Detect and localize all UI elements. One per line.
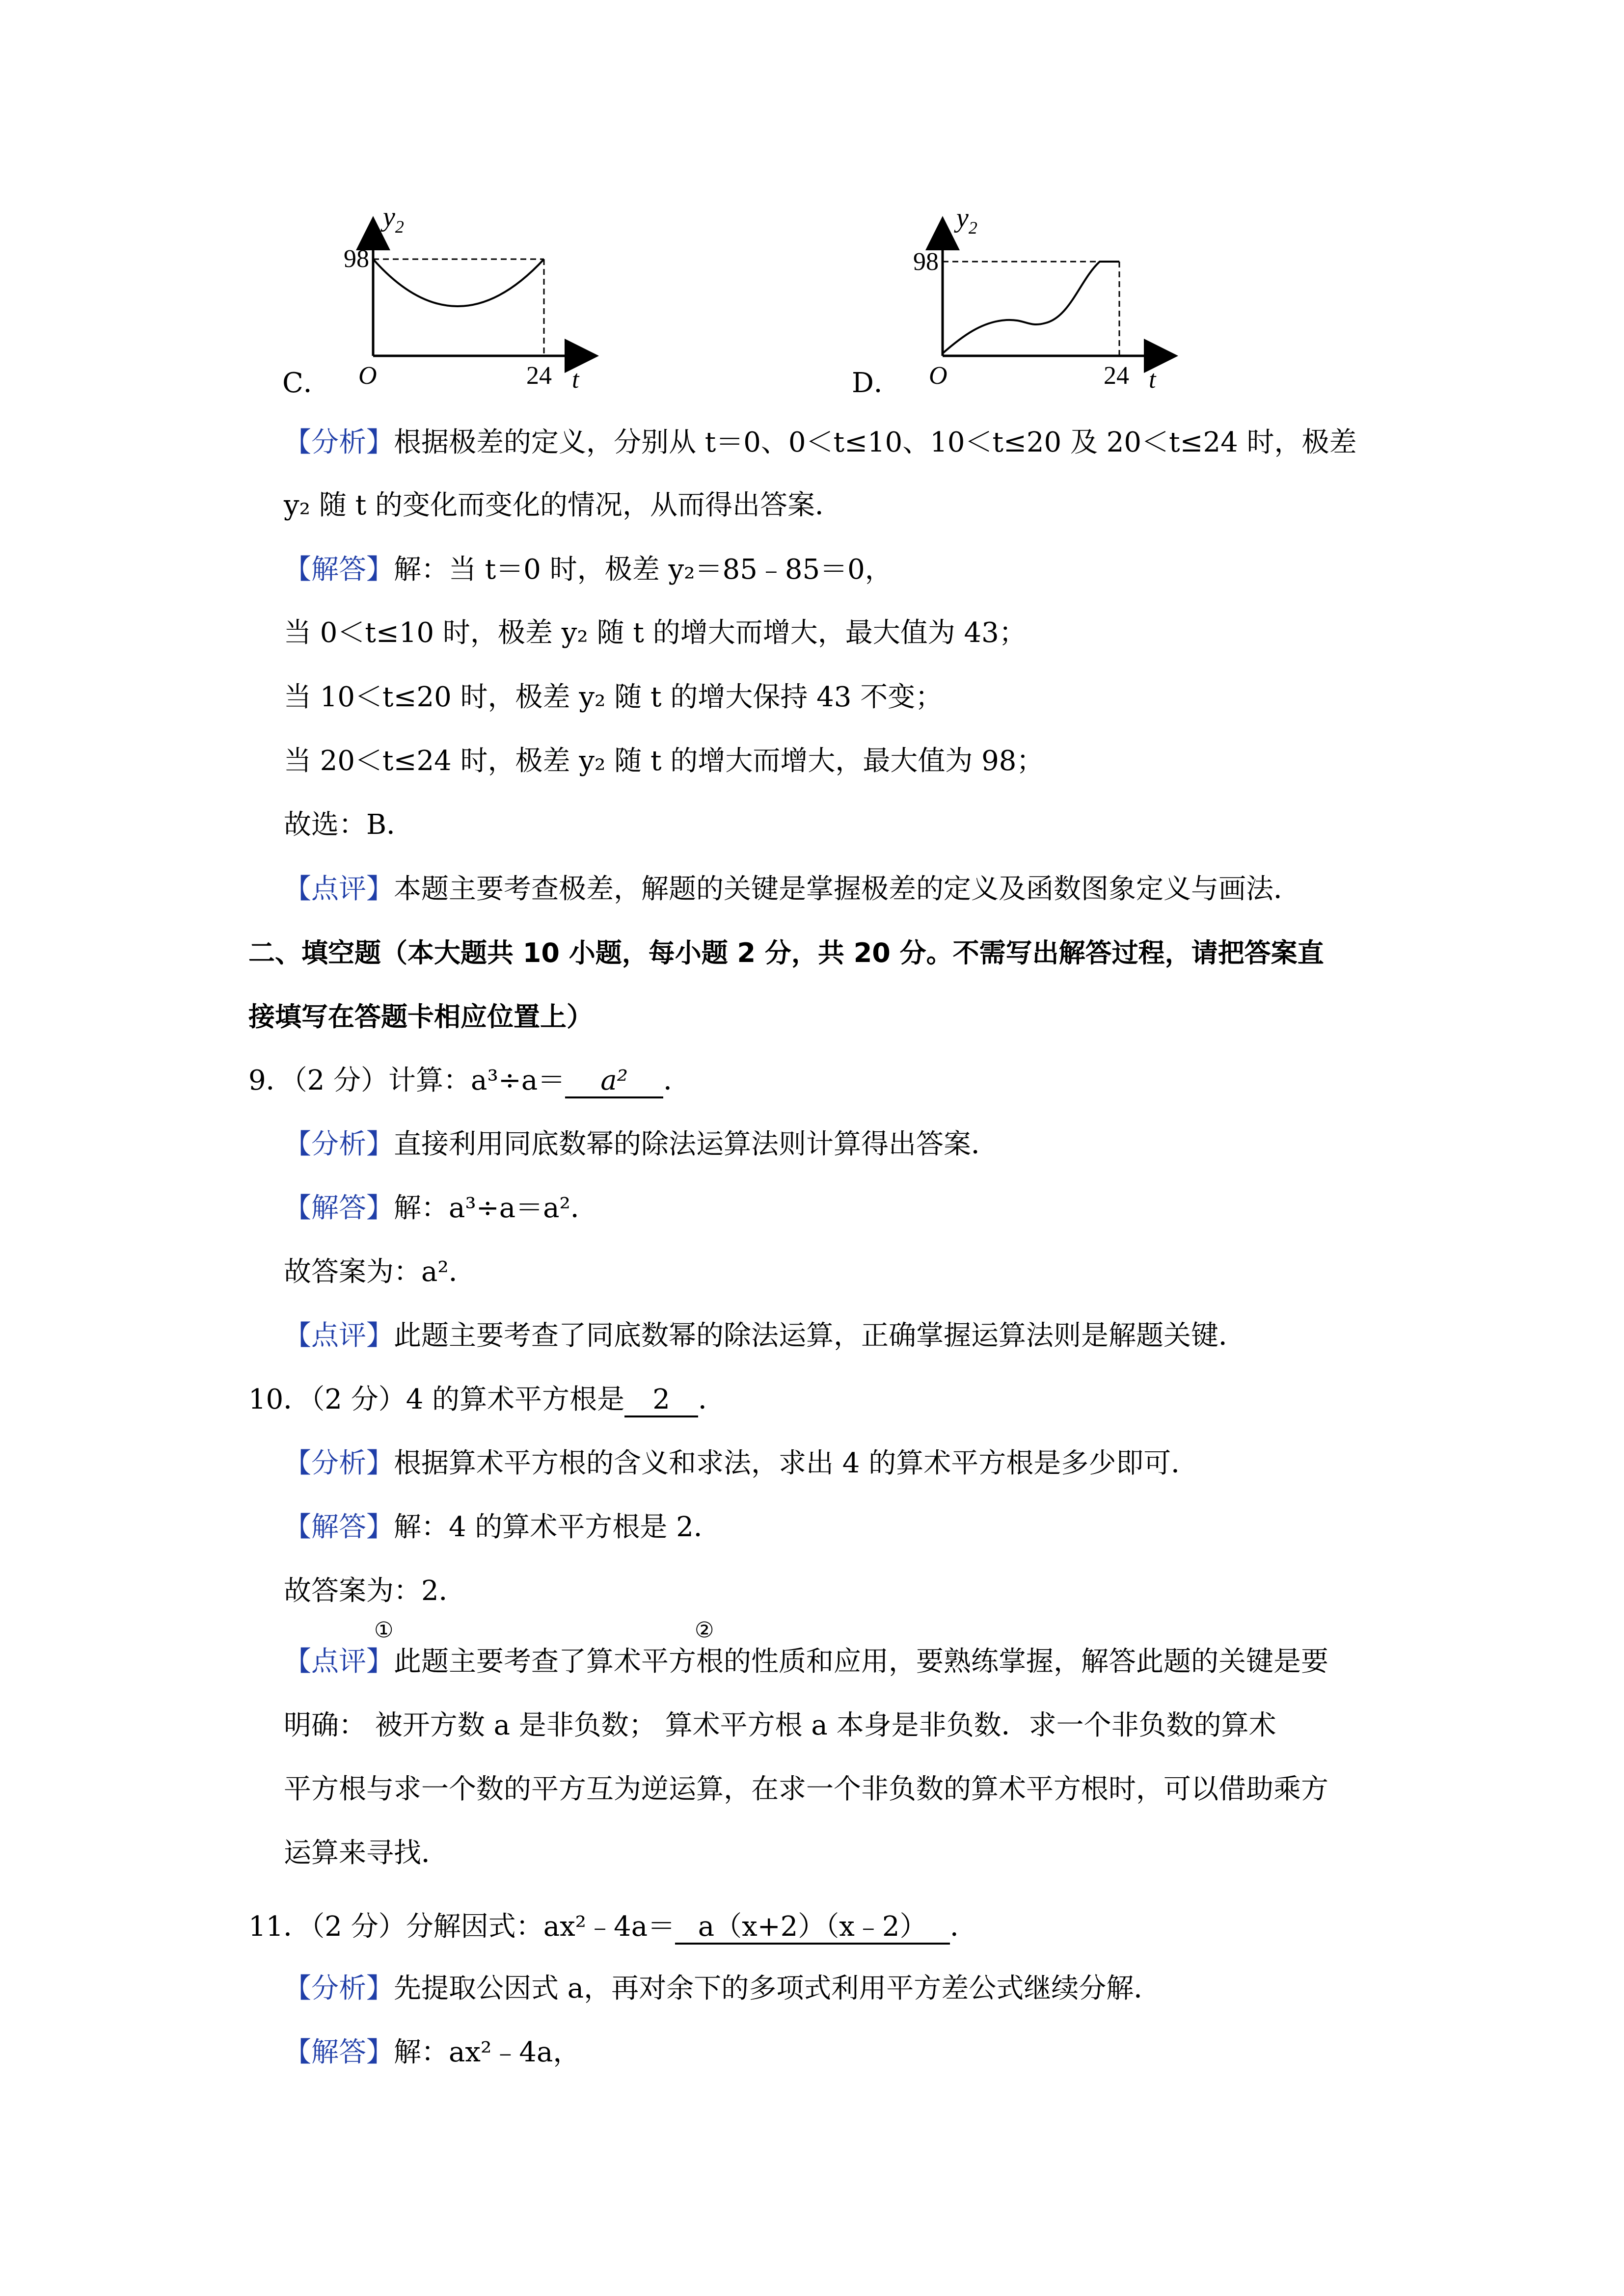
q10-final: 故答案为：2． (284, 1575, 466, 1607)
y-label: $y_2$ (383, 206, 404, 237)
curve-d (943, 262, 1119, 353)
y-label: $y_2$ (956, 206, 977, 238)
q8-comment: 【点评】本题主要考查极差，解题的关键是掌握极差的定义及函数图象定义与画法． (284, 873, 1301, 905)
q8-answer-1: 【解答】解：当 t＝0 时，极差 y₂＝85﹣85＝0， (284, 554, 893, 586)
q10-comment-2: 明确： 被开方数 a 是非负数； 算术平方根 a 本身是非负数．求一个非负数的算术 (284, 1709, 1276, 1741)
x-label: t (572, 366, 579, 394)
x-label: t (1149, 366, 1156, 394)
q9-answer-blank: a² (565, 1065, 663, 1098)
q10-comment-3: 平方根与求一个数的平方互为逆运算，在求一个非负数的算术平方根时，可以借助乘方 (284, 1773, 1328, 1805)
circle-number-1: ① (374, 1618, 394, 1643)
q11-analysis: 【分析】先提取公因式 a，再对余下的多项式利用平方差公式继续分解． (284, 1973, 1162, 2004)
q10-comment-1: 【点评】此题主要考查了算术平方根的性质和应用，要熟练掌握，解答此题的关键是要 (284, 1646, 1328, 1678)
origin: O (358, 362, 377, 390)
q9-stem: 9．（2 分）计算：a³÷a＝ a² ． (248, 1063, 691, 1098)
q10-answer: 【解答】解：4 的算术平方根是 2． (284, 1511, 721, 1543)
q8-answer-3: 当 10＜t≤20 时，极差 y₂ 随 t 的增大保持 43 不变； (284, 681, 943, 713)
q10-answer-blank: 2 (624, 1384, 698, 1417)
curve-c (373, 259, 544, 306)
q9-final: 故答案为：a²． (284, 1256, 476, 1288)
x-tick: 24 (526, 362, 552, 390)
q9-analysis: 【分析】直接利用同底数幂的除法运算法则计算得出答案． (284, 1128, 999, 1160)
graph-d (913, 206, 1188, 398)
q8-answer-2: 当 0＜t≤10 时，极差 y₂ 随 t 的增大而增大，最大值为 43； (284, 617, 1027, 649)
q8-analysis-1: 【分析】根据极差的定义，分别从 t＝0、0＜t≤10、10＜t≤20 及 20＜t≤24 时，极差 (284, 427, 1357, 458)
origin: O (929, 362, 947, 390)
q9-answer: 【解答】解：a³÷a＝a²． (284, 1192, 598, 1224)
option-c-label: C． (282, 367, 331, 399)
q8-answer-5: 故选：B． (284, 809, 414, 841)
q8-analysis-2: y₂ 随 t 的变化而变化的情况，从而得出答案． (284, 489, 842, 521)
circle-number-2: ② (695, 1618, 714, 1643)
q10-analysis: 【分析】根据算术平方根的含义和求法，求出 4 的算术平方根是多少即可． (284, 1447, 1199, 1479)
y-tick: 98 (344, 245, 369, 273)
q11-answer-blank: a（x+2）（x﹣2） (675, 1911, 950, 1945)
q10-stem: 10．（2 分）4 的算术平方根是 2 ． (248, 1382, 726, 1417)
q11-answer: 【解答】解：ax²﹣4a， (284, 2036, 581, 2068)
x-tick: 24 (1104, 362, 1129, 390)
q8-answer-4: 当 20＜t≤24 时，极差 y₂ 随 t 的增大而增大，最大值为 98； (284, 745, 1044, 777)
section2-title-2: 接填写在答题卡相应位置上） (248, 1001, 593, 1032)
graph-c (344, 206, 619, 398)
section2-title-1: 二、填空题（本大题共 10 小题，每小题 2 分，共 20 分。不需写出解答过程，请把答案直 (248, 937, 1324, 968)
q10-comment-4: 运算来寻找． (284, 1837, 449, 1869)
option-d-label: D． (852, 367, 901, 399)
y-tick: 98 (913, 248, 939, 276)
q9-comment: 【点评】此题主要考查了同底数幂的除法运算，正确掌握运算法则是解题关键． (284, 1320, 1246, 1352)
q11-stem: 11．（2 分）分解因式：ax²﹣4a＝ a（x+2）（x﹣2） ． (248, 1909, 977, 1945)
